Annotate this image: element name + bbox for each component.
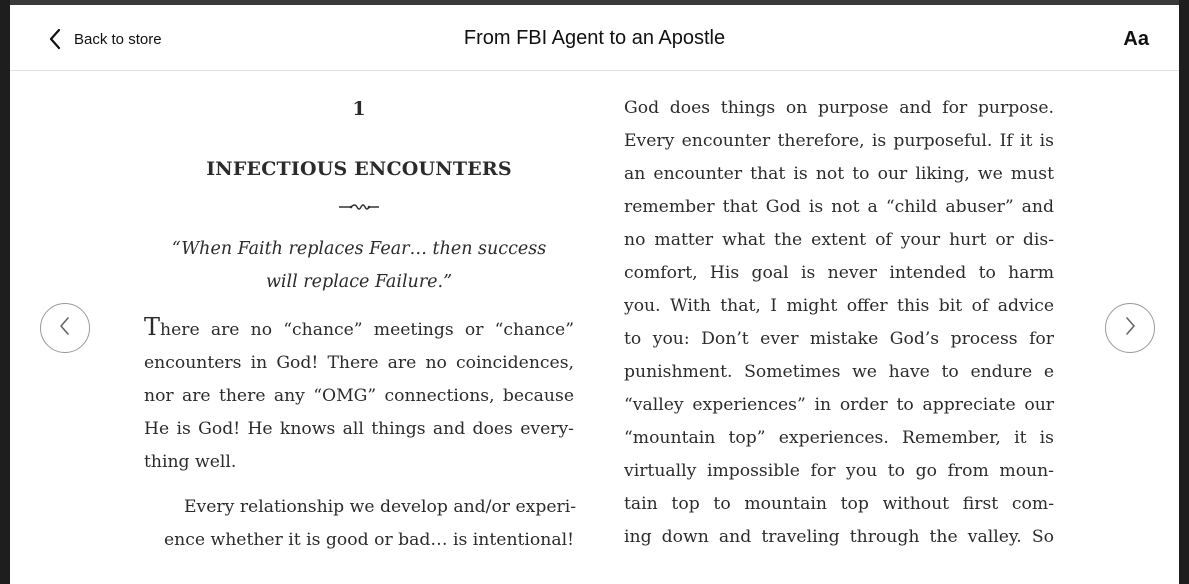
background-right <box>1179 0 1189 584</box>
paragraph-line: an encounter that is not to our liking, we must <box>624 164 1054 184</box>
paragraph-line: Every encounter therefore, is purposeful. If it is <box>624 131 1054 151</box>
back-to-store-label: Back to store <box>74 30 162 48</box>
paragraph-line-text: here are no “chance” meetings or “chance” <box>160 320 574 340</box>
paragraph-line: to you: Don’t ever mistake God’s process for <box>624 329 1054 349</box>
paragraph-line: tain top to mountain top without first com- <box>624 494 1054 514</box>
reader-header <box>10 5 1179 71</box>
paragraph-line: “valley experiences” in order to appreciate our <box>624 395 1054 415</box>
paragraph-line: ing down and traveling through the valley. So <box>624 527 1054 547</box>
paragraph-line: Every relationship we develop and/or experi- <box>184 497 577 517</box>
previous-page-button[interactable] <box>40 303 90 353</box>
chapter-number: 1 <box>352 98 366 120</box>
back-to-store-button[interactable] <box>48 25 162 53</box>
paragraph-line <box>144 311 574 347</box>
paragraph-line: you. With that, I might offer this bit of advice <box>624 296 1054 316</box>
book-title: From FBI Agent to an Apostle <box>463 27 726 49</box>
epigraph-line: will replace Failure.” <box>265 272 453 292</box>
paragraph-line: remember that God is not a “child abuser” and <box>624 197 1054 217</box>
paragraph-line: God does things on purpose and for purpose. <box>624 98 1054 118</box>
paragraph-line: thing well. <box>144 452 237 472</box>
paragraph-line: He is God! He knows all things and does every- <box>144 419 574 439</box>
drop-cap: T <box>144 313 161 341</box>
paragraph-line: encounters in God! There are no coincidences, <box>144 353 574 373</box>
left-page <box>144 70 577 557</box>
right-page <box>624 70 1054 554</box>
paragraph-line: virtually impossible for you to go from moun- <box>624 461 1054 481</box>
chevron-right-icon <box>1124 316 1136 340</box>
chapter-title: INFECTIOUS ENCOUNTERS <box>206 158 512 180</box>
epigraph <box>144 233 574 299</box>
background-left <box>0 0 10 584</box>
ornament-flourish-icon <box>144 201 574 215</box>
chevron-left-icon <box>48 28 62 50</box>
paragraph-line: ence whether it is good or bad… is intentional! <box>164 530 574 550</box>
next-page-button[interactable] <box>1105 303 1155 353</box>
font-settings-button[interactable]: Aa <box>1123 28 1149 50</box>
paragraph-line: punishment. Sometimes we have to endure e <box>624 362 1054 382</box>
right-page-text <box>624 92 1054 554</box>
paragraph-1 <box>144 311 574 479</box>
ebook-reader <box>10 5 1179 584</box>
paragraph-line: no matter what the extent of your hurt or dis- <box>624 230 1054 250</box>
paragraph-line: nor are there any “OMG” connections, because <box>144 386 574 406</box>
paragraph-line: comfort, His goal is never intended to harm <box>624 263 1054 283</box>
paragraph-line: “mountain top” experiences. Remember, it is <box>624 428 1054 448</box>
paragraph-2 <box>144 491 577 557</box>
epigraph-line: “When Faith replaces Fear… then success <box>171 239 547 259</box>
chevron-left-icon <box>59 316 71 340</box>
